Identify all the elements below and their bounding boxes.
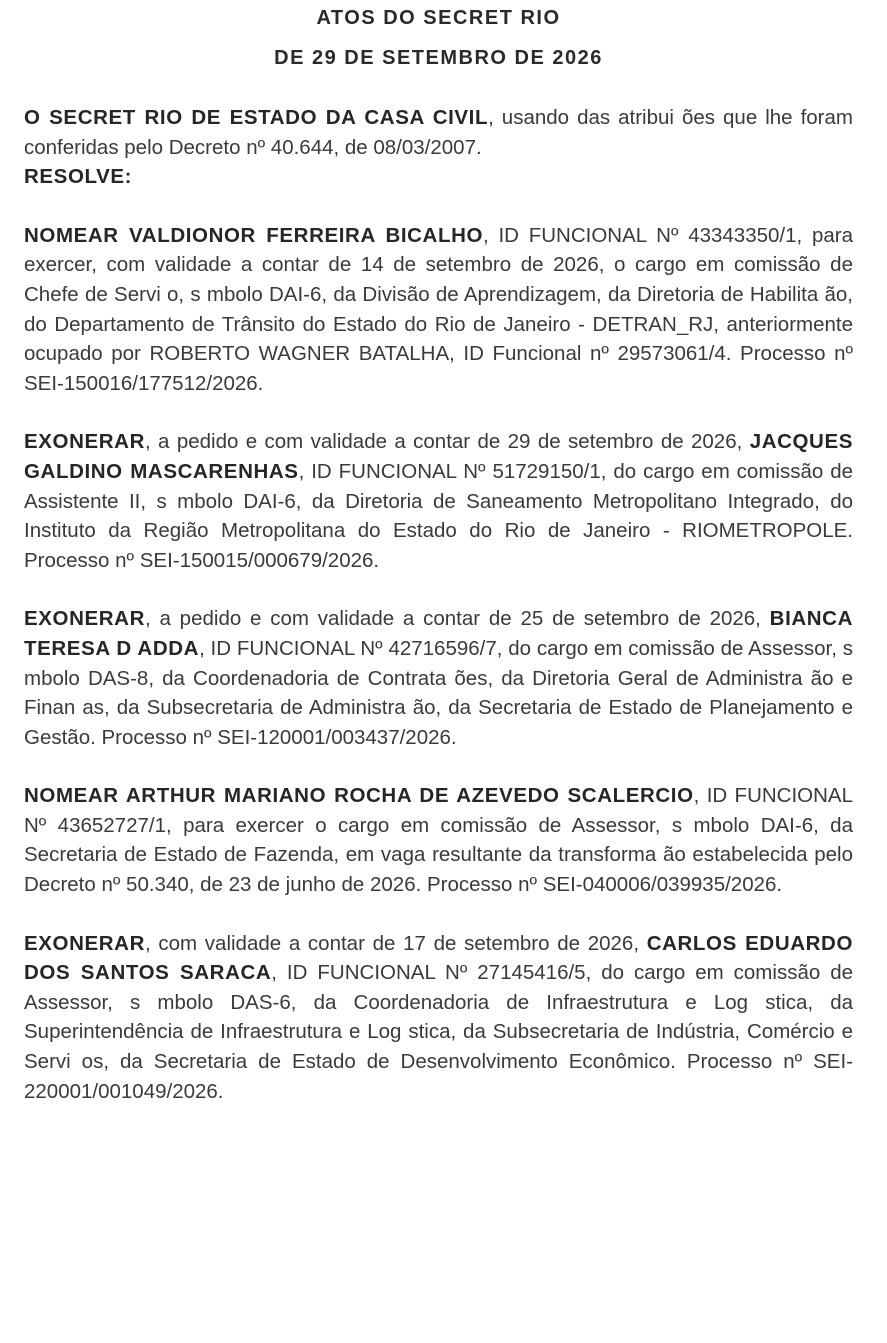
act-3-name: BIANCA TERESA D ADDA <box>24 607 853 660</box>
act-5-name: CARLOS EDUARDO DOS SANTOS SARACA <box>24 931 854 985</box>
act-4-lead: NOMEAR ARTHUR MARIANO ROCHA DE AZEVEDO SCALERCIO <box>24 784 694 808</box>
intro-authority: O SECRET RIO DE ESTADO DA CASA CIVIL <box>24 106 489 129</box>
act-paragraph-5 <box>24 929 853 1107</box>
act-2-lead: EXONERAR <box>24 430 145 454</box>
act-5-text-a: , com validade a contar de 17 de setembro de 2026, <box>144 931 647 955</box>
act-1-text: , ID FUNCIONAL Nº 43343350/1, para exercer, com validade a contar de 14 de setembro de 2026, o cargo em comissão de Chefe de Servi o, s mbolo DAI-6, da Divisão de Aprendizagem, da Diretoria de Habilita ão, do Departamento de Trânsito do Estado do Rio de Janeiro - DETRAN_RJ, anteriormente ocupado por ROBERTO WAGNER BATALHA, ID Funcional nº 29573061/4. Processo nº SEI-150016/177512/2026. <box>24 223 853 395</box>
act-paragraph-2 <box>24 427 853 575</box>
act-3-text-a: , a pedido e com validade a contar de 25 de setembro de 2026, <box>144 607 770 631</box>
act-2-text-b: , ID FUNCIONAL Nº 51729150/1, do cargo em comissão de Assistente II, s mbolo DAI-6, da Diretoria de Saneamento Metropolitano Integrado, do Instituto da Região Metropolitana do Estado do Rio de Janeiro - RIOMETROPOLE. Processo nº SEI-150015/000679/2026. <box>24 459 853 572</box>
act-2-name: JACQUES GALDINO MASCARENHAS <box>24 430 853 483</box>
act-paragraph-3 <box>24 604 853 752</box>
act-3-lead: EXONERAR <box>24 607 145 631</box>
act-5-text-b: , ID FUNCIONAL Nº 27145416/5, do cargo em comissão de Assessor, s mbolo DAS-6, da Coordenadoria de Infraestrutura e Log stica, da Superintendência de Infraestrutura e Log stica, da Subsecretaria de Indústria, Comércio e Servi os, da Secretaria de Estado de Desenvolvimento Econômico. Processo nº SEI-220001/001049/2026. <box>24 961 853 1103</box>
document-date: DE 29 DE SETEMBRO DE 2026 <box>274 47 603 69</box>
act-3-text-b: , ID FUNCIONAL Nº 42716596/7, do cargo em comissão de Assessor, s mbolo DAS-8, da Coordenadoria de Contrata ões, da Diretoria Geral de Administra ão e Finan as, da Subsecretaria de Administra ão, da Secretaria de Estado de Planejamento e Gestão. Processo nº SEI-120001/003437/2026. <box>24 636 853 749</box>
resolve-heading: RESOLVE: <box>24 165 133 189</box>
act-paragraph-4 <box>24 781 853 899</box>
act-4-text: , ID FUNCIONAL Nº 43652727/1, para exercer o cargo em comissão de Assessor, s mbolo DAI-6, da Secretaria de Estado de Fazenda, em vaga resultante da transforma ão estabelecida pelo Decreto nº 50.340, de 23 de junho de 2026. Processo nº SEI-040006/039935/2026. <box>24 784 853 897</box>
act-2-text-a: , a pedido e com validade a contar de 29 de setembro de 2026, <box>144 430 750 454</box>
act-1-lead: NOMEAR VALDIONOR FERREIRA BICALHO <box>24 223 484 247</box>
act-5-lead: EXONERAR <box>24 931 145 955</box>
act-paragraph-1 <box>24 221 853 399</box>
intro-paragraph <box>24 103 853 162</box>
intro-text: , usando das atribui ões que lhe foram conferidas pelo Decreto nº 40.644, de 08/03/2007. <box>24 106 853 159</box>
document-title: ATOS DO SECRET RIO <box>316 7 561 29</box>
